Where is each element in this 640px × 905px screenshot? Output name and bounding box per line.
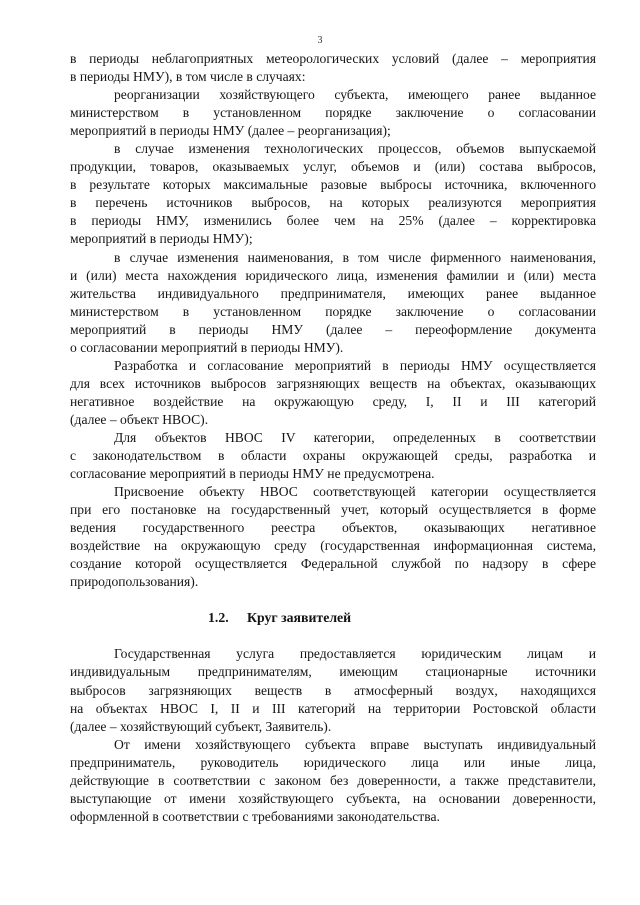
text-line: в случае изменения наименования, в том числе фирменного наименования,: [114, 249, 596, 265]
paragraph: [70, 140, 596, 248]
section-title: Круг заявителей: [247, 610, 352, 626]
text-line: оформленной в соответствии с требованиями законодательства.: [70, 808, 440, 824]
section-number: 1.2.: [208, 610, 229, 626]
text-line: ведения государственного реестра объектов, оказывающих негативное: [70, 520, 596, 536]
page-number: 3: [317, 35, 323, 46]
text-line: реорганизации хозяйствующего субъекта, имеющего ранее выданное: [114, 87, 596, 103]
text-line: в перечень источников выбросов, на которых реализуются мероприятия: [70, 195, 596, 211]
text-line: Разработка и согласование мероприятий в периоды НМУ осуществляется: [114, 357, 596, 373]
paragraph: [70, 357, 596, 429]
section-heading: [70, 609, 596, 627]
text-line: мероприятий в периоды НМУ);: [70, 231, 253, 247]
text-line: с законодательством в области охраны окружающей среды, разработка и: [70, 448, 596, 464]
text-line: министерством в установленном порядке заключение о согласовании: [70, 303, 596, 319]
text-line: природопользования).: [70, 574, 199, 590]
text-line: согласование мероприятий в периоды НМУ не предусмотрена.: [70, 466, 435, 482]
paragraph: [70, 483, 596, 591]
text-line: в периоды НМУ), в том числе в случаях:: [70, 69, 306, 85]
text-line: (далее – объект НВОС).: [70, 411, 209, 427]
text-line: продукции, товаров, оказываемых услуг, объемов и (или) состава выбросов,: [70, 159, 596, 175]
text-line: негативное воздействие на окружающую среду, I, II и III категорий: [70, 393, 596, 409]
text-line: (далее – хозяйствующий субъект, Заявитель).: [70, 718, 332, 734]
text-line: выступающие от имени хозяйствующего субъекта, на основании доверенности,: [70, 790, 596, 806]
paragraph: [70, 429, 596, 483]
text-line: на объектах НВОС I, II и III категорий на территории Ростовской области: [70, 700, 596, 716]
text-line: предприниматель, руководитель юридического лица или иные лица,: [70, 754, 596, 770]
text-line: Для объектов НВОС IV категории, определенных в соответствии: [114, 429, 596, 445]
text-line: мероприятий в периоды НМУ (далее – реорганизация);: [70, 123, 391, 139]
text-line: о согласовании мероприятий в периоды НМУ).: [70, 339, 344, 355]
text-line: Присвоение объекту НВОС соответствующей категории осуществляется: [114, 484, 596, 500]
text-line: выбросов загрязняющих веществ в атмосферный воздух, находящихся: [70, 682, 596, 698]
paragraph: [70, 736, 596, 826]
text-line: в периоды НМУ, изменились более чем на 25% (далее – корректировка: [70, 213, 596, 229]
text-line: От имени хозяйствующего субъекта вправе выступать индивидуальный: [114, 736, 596, 752]
paragraph: [70, 249, 596, 357]
text-line: воздействие на окружающую среду (государственная информационная система,: [70, 538, 596, 554]
paragraph: [70, 645, 596, 735]
text-line: при его постановке на государственный учет, который осуществляется в форме: [70, 502, 596, 518]
text-line: жительства индивидуального предпринимателя, имеющих ранее выданное: [70, 285, 596, 301]
text-line: действующие в соответствии с законом без доверенности, а также представители,: [70, 772, 596, 788]
text-line: создание которой осуществляется Федеральной службой по надзору в сфере: [70, 556, 596, 572]
text-line: мероприятий в периоды НМУ (далее – переоформление документа: [70, 321, 596, 337]
text-line: в случае изменения технологических процессов, объемов выпускаемой: [114, 141, 596, 157]
text-line: министерством в установленном порядке заключение о согласовании: [70, 105, 596, 121]
text-line: в результате которых максимальные разовые выбросы источника, включенного: [70, 177, 596, 193]
paragraph: [70, 50, 596, 86]
text-line: и (или) места нахождения юридического лица, изменения фамилии и (или) места: [70, 267, 596, 283]
document-body: [70, 50, 596, 826]
text-line: Государственная услуга предоставляется юридическим лицам и: [114, 646, 596, 662]
text-line: индивидуальным предпринимателям, имеющим стационарные источники: [70, 664, 596, 680]
text-line: для всех источников выбросов загрязняющих веществ на объектах, оказывающих: [70, 375, 596, 391]
paragraph: [70, 86, 596, 140]
text-line: в периоды неблагоприятных метеорологических условий (далее – мероприятия: [70, 51, 596, 66]
